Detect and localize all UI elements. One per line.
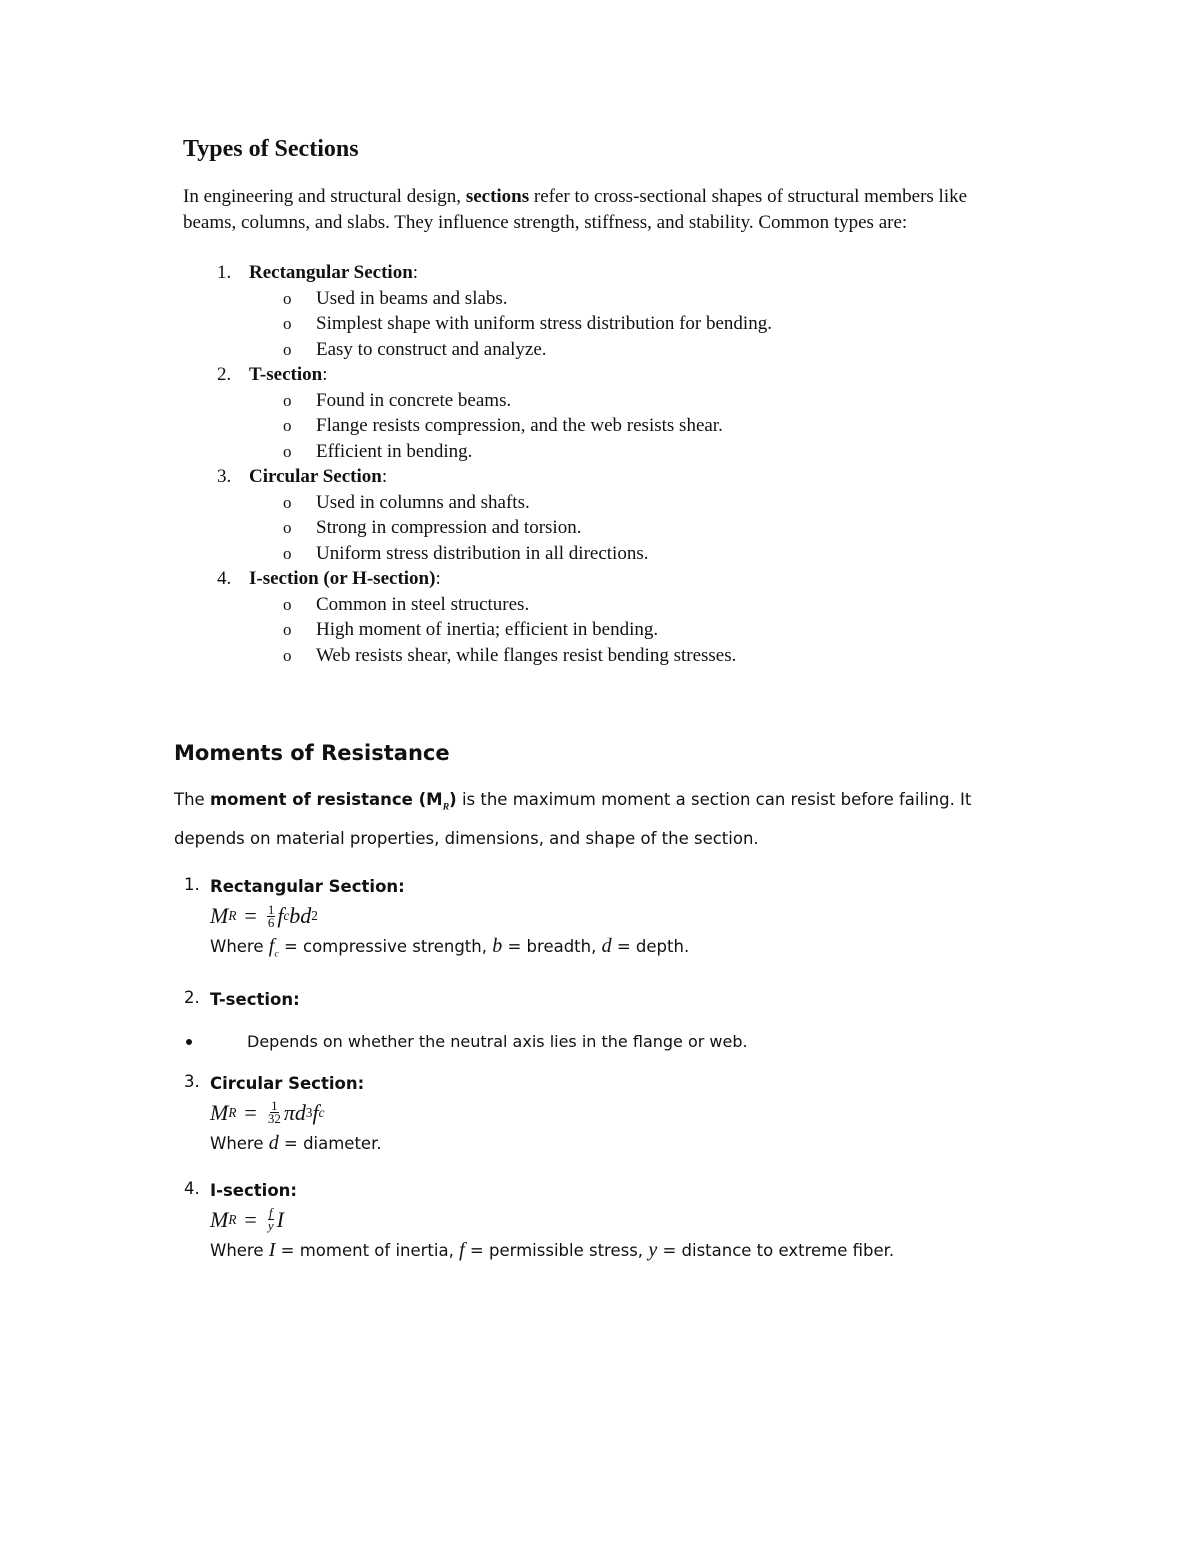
list-item: 2. T-section: <box>184 987 300 1009</box>
section-types-list <box>183 260 1003 668</box>
list-item: 1. Rectangular Section: o Used in beams and slabs. o Simplest shape with uniform stress distribution for bending. o Easy to construct and analyze. <box>183 260 1003 362</box>
section-title: Moments of Resistance <box>174 741 450 765</box>
list-item: 2. T-section: o Found in concrete beams. o Flange resists compression, and the web resists shear. o Efficient in bending. <box>183 362 1003 464</box>
list-item: 1. Rectangular Section: M R = $\frac{1}{6}$ f c bd 2 Where $f_c$ = compressive strength, b = breadth, d = depth. <box>174 875 1014 967</box>
sub-list-item: o Found in concrete beams. <box>283 389 512 411</box>
types-of-sections <box>183 132 1003 668</box>
formula-description: Where I = moment of inertia, f = permissible stress, y = distance to extreme fiber. <box>210 1238 895 1261</box>
formula-i-section: M R = $\frac{f}{y}$ I <box>210 1205 284 1234</box>
bullet-list <box>174 1030 1014 1054</box>
section-title: Types of Sections <box>183 136 359 162</box>
moments-of-resistance <box>174 738 1014 1264</box>
list-item: 4. I-section: M R = $\frac{f}{y}$ I Where I = moment of inertia, f = permissible stress, y = distance to extreme fiber. <box>174 1179 1014 1264</box>
sub-list-item: o Simplest shape with uniform stress distribution for bending. <box>283 313 772 334</box>
formula-description: Where $f_c$ = compressive strength, b = breadth, d = depth. <box>210 935 690 960</box>
formula-circular: M R = $\frac{1}{32}$ π d 3 f c <box>210 1098 325 1127</box>
sub-list-item: o High moment of inertia; efficient in bending. <box>283 619 659 640</box>
formula-rectangular: M R = $\frac{1}{6}$ f c bd 2 <box>210 901 318 930</box>
bullet-item: Depends on whether the neutral axis lies in the flange or web. <box>174 1030 1014 1054</box>
sub-list-item: o Web resists shear, while flanges resist bending stresses. <box>283 644 737 666</box>
sub-list-item: o Efficient in bending. <box>283 440 473 462</box>
sub-list-item: o Easy to construct and analyze. <box>283 338 547 360</box>
list-item: 3. Circular Section: M R = $\frac{1}{32}$ π d 3 f c Where d = diameter. <box>174 1072 1014 1157</box>
intro-paragraph: The moment of resistance $(M_R)$ is the maximum moment a section can resist before failing. It depends on material properties, dimensions, and shape of the section. <box>174 790 972 849</box>
sub-list-item: o Flange resists compression, and the web resists shear. <box>283 415 723 436</box>
list-item: 3. Circular Section: o Used in columns and shafts. o Strong in compression and torsion. o Uniform stress distribution in all directions. <box>183 464 1003 566</box>
formula-description: Where d = diameter. <box>210 1131 382 1154</box>
sub-list-item: o Uniform stress distribution in all directions. <box>283 542 649 564</box>
sub-list-item: o Used in beams and slabs. <box>283 287 508 309</box>
sub-list-item: o Strong in compression and torsion. <box>283 517 582 538</box>
intro-paragraph: In engineering and structural design, sections refer to cross-sectional shapes of structural members like beams, columns, and slabs. They influence strength, stiffness, and stability. Common types are: <box>183 186 968 233</box>
list-item: 4. I-section (or H-section): o Common in steel structures. o High moment of inertia; efficient in bending. o Web resists shear, while flanges resist bending stresses. <box>183 566 1003 668</box>
sub-list-item: o Common in steel structures. <box>283 593 530 615</box>
sub-list-item: o Used in columns and shafts. <box>283 491 530 513</box>
